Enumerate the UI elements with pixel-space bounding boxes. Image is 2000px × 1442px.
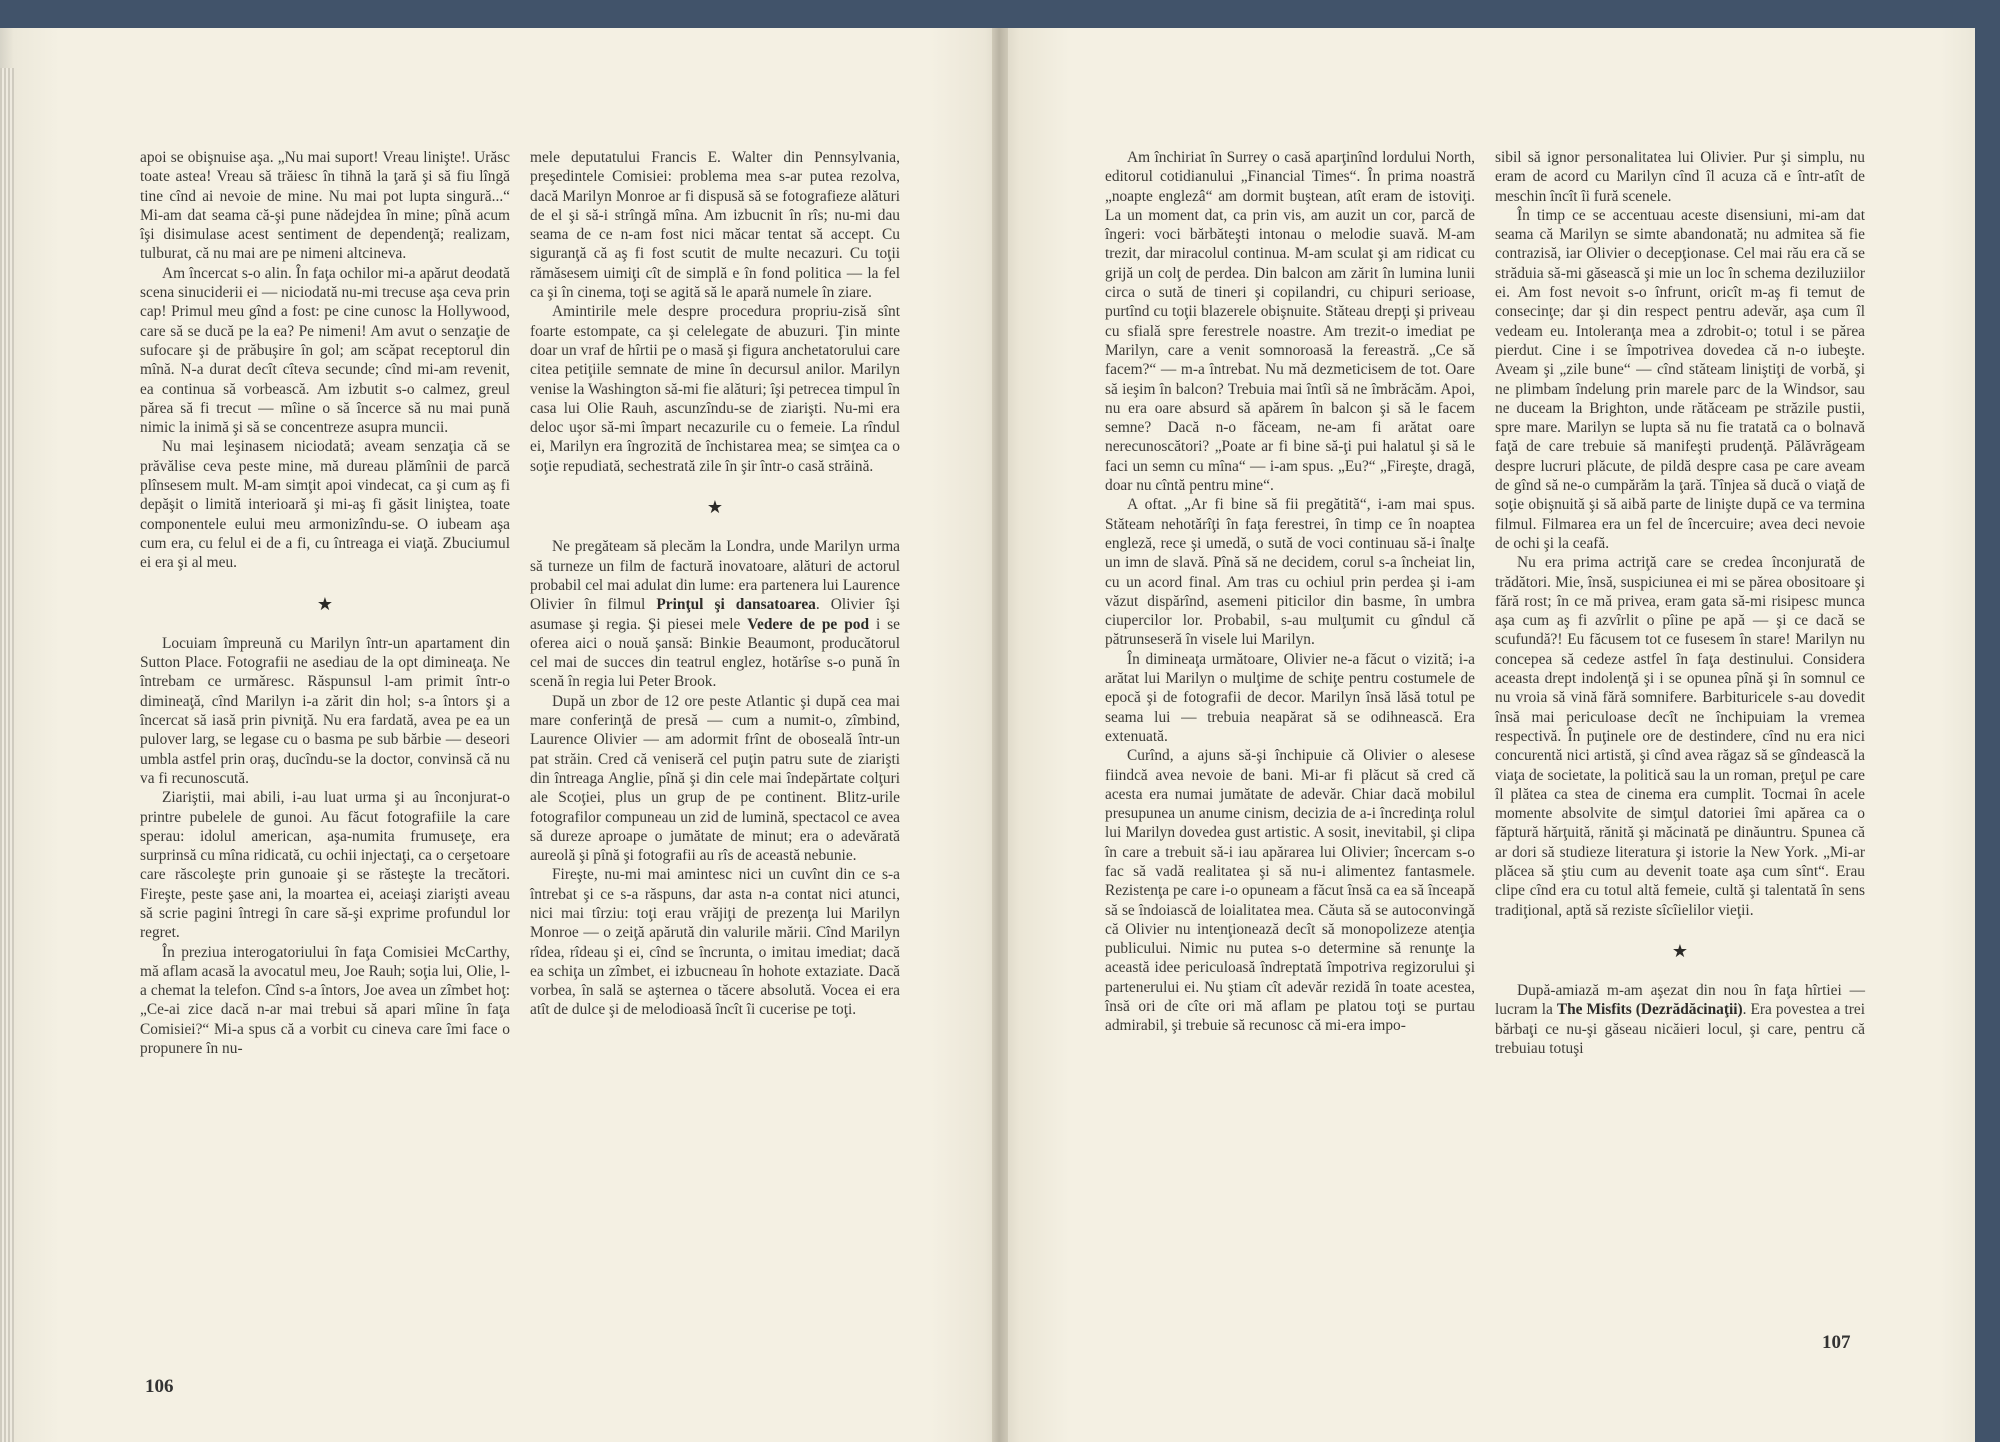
paragraph: Locuiam împreună cu Marilyn într-un apartament din Sutton Place. Fotografii ne asediau de la opt dimineaţa. Ne întrebam ce urmăresc. Răspunsul l-am primit într-o dimineaţă, cînd Marilyn i-a zărit din hol; s-a întors şi a încercat să iasă prin pivniţă. Nu era fardată, avea pe ea un pulover larg, se legase cu o basma pe sub bărbie — deseori umbla astfel prin oraş, ducîndu-se la doctor, convinsă că nu va fi recunoscută. [140,634,510,787]
paragraph: După-amiază m-am aşezat din nou în faţa hîrtiei — lucram la The Misfits (Dezrădăcinaţii). Era povestea a trei bărbaţi ce nu-şi găseau nicăieri locul, şi care, pentru că trebuiau totuşi [1495,982,1865,1058]
paragraph: În preziua interogatoriului în faţa Comisiei McCarthy, mă aflam acasă la avocatul meu, Joe Rauh; soţia lui, Olie, l-a chemat la telefon. Cînd s-a întors, Joe avea un zîmbet hoţ: „Ce-ai zice dacă n-ar mai trebui să apari mîine în faţa Comisiei?“ Mi-a spus că a vorbit cu cineva care îmi face o propunere în nu- [140,943,510,1058]
paragraph: apoi se obişnuise aşa. „Nu mai suport! Vreau linişte!. Urăsc toate astea! Vreau să trăiesc în tihnă la ţară şi să fiu lîngă tine cînd ai nevoie de mine. Nu mai pot lupta singură...“ Mi-am dat seama că-şi pune nădejdea în mine; pînă acum îşi disimulase acest sentiment de dependenţă; realizam, tulburat, că nu mai are pe nimeni altcineva. [140,149,510,263]
page-edge-strip [0,68,14,1442]
left-page-column-2 [530,148,900,1020]
paragraph: mele deputatului Francis E. Walter din Pennsylvania, preşedintele Comisiei: problema mea s-ar putea rezolva, dacă Marilyn Monroe ar fi dispusă să se fotografieze alături de el şi să-i strîngă mîna. Am izbucnit în rîs; nu-mi dau seama de ce n-am fost nici măcar tentat să accept. Cu siguranţă că aş fi fost scutit de multe necazuri. Cu toţii rămăsesem uimiţi cît de simplă e în fond politica — la fel ca şi în cinema, toţi se agită să le apară numele în ziare. [530,149,900,302]
section-star: ★ [1671,940,1689,961]
section-star: ★ [706,497,724,518]
paragraph: Nu era prima actriţă care se credea înconjurată de trădători. Mie, însă, suspiciunea ei mi se părea obositoare şi fără rost; în ce mă privea, eram gata să-mi risipesc munca aşa cum aş fi azvîrlit o pîine pe apă — şi ce dacă se scufundă?! Eu făcusem tot ce fusesem în stare! Marilyn nu concepea să cedeze astfel în faţa destinului. Considera aceasta drept indolenţă şi i se opunea pînă şi în somnul ce nu vroia să vină fără somnifere. Barbituricele s-au dovedit însă mai periculoase decît ne închipuiam la vremea respectivă. În puţinele ore de destindere, cînd nu era nici concurentă nici artistă, şi cînd avea răgaz să se gîndească la viaţa de societate, la politică sau la un roman, preţul pe care îl plătea ca stea de cinema era cumplit. Tocmai în acele momente absolvite de simţul datoriei îmi apărea ca o făptură hărţuită, rănită şi măcinată pe dinăuntru. Spunea că ar dori să studieze literatura şi istorie la New York. „Mi-ar plăcea să ştiu cum au devenit toate aşa cum sînt“. Erau clipe cînd era cu totul altă femeie, cultă şi talentată în sens tradiţional, aptă să reziste sîcîielilor vieţii. [1495,554,1865,919]
paragraph: sibil să ignor personalitatea lui Olivier. Pur şi simplu, nu eram de acord cu Marilyn cînd îl acuza că e într-atît de meschin încît îi fură scenele. [1495,149,1865,205]
paragraph: Ziariştii, mai abili, i-au luat urma şi au înconjurat-o printre pubelele de gunoi. Au făcut fotografiile la care sperau: idolul american, aşa-numita frumuseţe, era surprinsă cu mîna ridicată, cu ochii injectaţi, ca o cerşetoare care răscoleşte prin gunoaie şi se răsteşte la trecători. Fireşte, peste şase ani, la moartea ei, aceiaşi ziarişti aveau să scrie pagini întregi în care să-şi exprime profundul lor regret. [140,789,510,942]
paragraph: În timp ce se accentuau aceste disensiuni, mi-am dat seama că Marilyn se simte abandonată; nu admitea să fie contrazisă, iar Olivier o decepţionase. Cel mai rău era că se străduia să-mi găsească şi mie un loc în schema deziluziilor ei. Am fost nevoit s-o înfrunt, oricît m-aş fi temut de consecinţe; dar şi din respect pentru adevăr, aşa cum îl vedeam eu. Intoleranţa mea a zdrobit-o; totul i se părea pierdut. Cine i se împotrivea dovedea că n-o iubeşte. Aveam şi „zile bune“ — cînd stăteam liniştiţi de vorbă, şi ne plimbam îndelung prin marele parc de la Windsor, sau ne duceam la Brighton, unde rătăceam pe străzile pustii, spre mare. Marilyn se lupta să nu fie tratată ca o bolnavă faţă de care trebuie să manifeşti prudenţă. Pălăvrăgeam despre lucruri plăcute, de pildă despre casa pe care aveam de gînd să ne-o cumpărăm la ţară. Tînjea să ducă o viaţă de soţie obişnuită şi să aibă parte de linişte după ce va termina filmul. Filmarea era un fel de încercuire; avea deci nevoie de ochi şi la ceafă. [1495,206,1865,552]
paragraph: Curînd, a ajuns să-şi închipuie că Olivier o alesese fiindcă avea nevoie de bani. Mi-ar fi plăcut să cred că acesta era numai jumătate de adevăr. Chiar dacă mobilul presupunea un anume cinism, decizia de a-i încredinţa rolul lui Marilyn dovedea gust artistic. A sosit, inevitabil, şi clipa în care a trebuit să-i iau apărarea lui Olivier; încercam s-o fac să vadă realitatea şi să nu-i alimentez fantasmele. Rezistenţa pe care i-o opuneam a făcut însă ca ea să înceapă să se îndoiască de loialitatea mea. Căuta să se autoconvingă că Olivier nu intenţionează decît să monopolizeze atenţia publicului. Nimic nu putea s-o determine să renunţe la această idee periculoasă îndreptată împotriva regizorului şi partenerului ei. Nu ştiam cît adevăr rezidă în toate acestea, însă ori de cîte ori mă aflam pe platou toţi se purtau admirabil, şi trebuie să recunosc că mi-era impo- [1105,747,1475,1035]
left-page-column-1 [140,148,510,1058]
paragraph: Amintirile mele despre procedura propriu-zisă sînt foarte estompate, ca şi celelegate de abuzuri. Ţin minte doar un vraf de hîrtii pe o masă şi figura anchetatorului care citea petiţiile semnate de mine în decursul anilor. Marilyn venise la Washington să-mi fie alături; îşi petrecea timpul în casa lui Olie Rauh, ascunzîndu-se de ziarişti. Nu-mi era deloc uşor să-mi împart necazurile cu o femeie. La rîndul ei, Marilyn era îngrozită de închistarea mea; se simţea ca o soţie repudiată, sechestrată zile în şir într-o casă străină. [530,303,900,475]
paragraph: Fireşte, nu-mi mai amintesc nici un cuvînt din ce s-a întrebat şi ce s-a răspuns, dar asta n-a contat nici atunci, nici mai tîrziu: toţi erau vrăjiţi de prezenţa lui Marilyn Monroe — o zeiţă apărută din valurile mării. Cînd Marilyn rîdea, rîdeau şi ei, cînd se încrunta, o imitau imediat; dacă ea schiţa un zîmbet, ei izbucneau în hohote extaziate. Dacă vorbea, în sală se aşternea o tăcere absolută. Vocea ei era atît de dulce şi de melodioasă încît îi cucerise pe toţi. [530,866,900,1019]
page-number-right: 107 [1822,1332,1851,1353]
book-spine [992,28,1008,1442]
page-number-left: 106 [145,1376,174,1397]
paragraph: Am închiriat în Surrey o casă aparţinînd lordului North, editorul cotidianului „Financial Times“. În prima noastră „noapte englezâ“ am dormit buştean, atît eram de istoviţi. La un moment dat, ca prin vis, am auzit un cor, parcă de îngeri: voci bărbăteşti intonau o melodie suavă. M-am trezit, dar miracolul continua. M-am sculat şi am ridicat cu grijă un colţ de perdea. Din balcon am zărit în lumina lunii circa o sută de tineri şi copilandri, cu chipuri serioase, purtînd cu toţii blazerele obişnuite. Stăteau drepţi şi priveau cu sfială spre ferestrele noastre. Am trezit-o imediat pe Marilyn, care a venit somnoroasă la fereastră. „Ce să facem?“ — m-a întrebat. Nu mă dezmeticisem de tot. Oare să ieşim în balcon? Trebuia mai întîi să ne îmbrăcăm. Apoi, nu era oare absurd să apărem în balcon şi să le facem semne? Dacă n-o făceam, ne-am fi arătat oare nerecunoscători? „Poate ar fi bine să-ţi pui halatul şi să le faci un semn cu mîna“ — i-am spus. „Eu?“ „Fireşte, dragă, doar nu cîntă pentru mine“. [1105,149,1475,495]
right-page-column-2 [1495,148,1865,1058]
right-page-column-1 [1105,148,1475,1036]
paragraph: Ne pregăteam să plecăm la Londra, unde Marilyn urma să turneze un film de factură inovatoare, alături de actorul probabil cel mai adulat din lume: era partenera lui Laurence Olivier în filmul Prinţul şi dansatoarea. Olivier îşi asumase şi regia. Şi piesei mele Vedere de pe pod i se oferea aici o nouă şansă: Binkie Beaumont, producătorul cel mai de succes din teatrul englez, hotărîse s-o pună în scenă în regia lui Peter Brook. [530,538,900,691]
paragraph: După un zbor de 12 ore peste Atlantic şi după cea mai mare conferinţă de presă — cum a numit-o, zîmbind, Laurence Olivier — am adormit frînt de oboseală într-un pat străin. Cred că veniseră cel puţin patru sute de ziarişti din întreaga Anglie, pînă şi din cele mai îndepărtate colţuri ale Scoţiei, plus un grup de pe continent. Blitz-urile fotografilor compuneau un zid de lumină, spectacol ce avea să dureze aproape o jumătate de minut; era o adevărată aureolă şi pînă şi fotografii au rîs de această nebunie. [530,692,900,865]
paragraph: Am încercat s-o alin. În faţa ochilor mi-a apărut deodată scena sinuciderii ei — niciodată nu-mi trecuse aşa ceva prin cap! Primul meu gînd a fost: pe cine cunosc la Hollywood, care să se ducă pe la ea? Pe nimeni! Am avut o senzaţie de sufocare şi de prăbuşire în gol; am scăpat receptorul din mînă. N-a durat decît cîteva secunde; cînd mi-am revenit, ea continua să vorbească. Am izbutit s-o calmez, greul părea să fi trecut — mîine o să încerce să nu mai pună nimic la inimă şi să se concentreze asupra muncii. [140,264,510,437]
paragraph: Nu mai leşinasem niciodată; aveam senzaţia că se prăvălise ceva peste mine, mă dureau plămînii de parcă plînsesem mult. M-am simţit apoi vindecat, ca şi cum aş fi depăşit o limită interioară şi mi-aş fi găsit liniştea, toate componentele eului meu armonizîndu-se. O iubeam aşa cum era, cu felul ei de a fi, cu întreaga ei viaţă. Zbuciumul ei era şi al meu. [140,438,510,572]
section-star: ★ [316,593,334,614]
right-page [1000,28,1975,1442]
paragraph: În dimineaţa următoare, Olivier ne-a făcut o vizită; i-a arătat lui Marilyn o mulţime de schiţe pentru costumele de epocă şi de fotografii de decor. Marilyn însă lăsă totul pe seama lui — trebuia neapărat să se odihnească. Era extenuată. [1105,650,1475,745]
paragraph: A oftat. „Ar fi bine să fii pregătită“, i-am mai spus. Stăteam nehotărîţi în faţa ferestrei, în timp ce în noaptea engleză, rece şi umedă, o sută de voci continuau să-i înalţe un imn de slavă. Pînă să ne decidem, corul s-a încheiat lin, cu un acord final. Am tras cu ochiul prin perdea şi i-am văzut dispărînd, asemeni piticilor din basme, în umbra ciupercilor lor. Probabil, s-au mulţumit cu gîndul că pătrunseseră în visele lui Marilyn. [1105,496,1475,649]
left-page [0,28,1000,1442]
